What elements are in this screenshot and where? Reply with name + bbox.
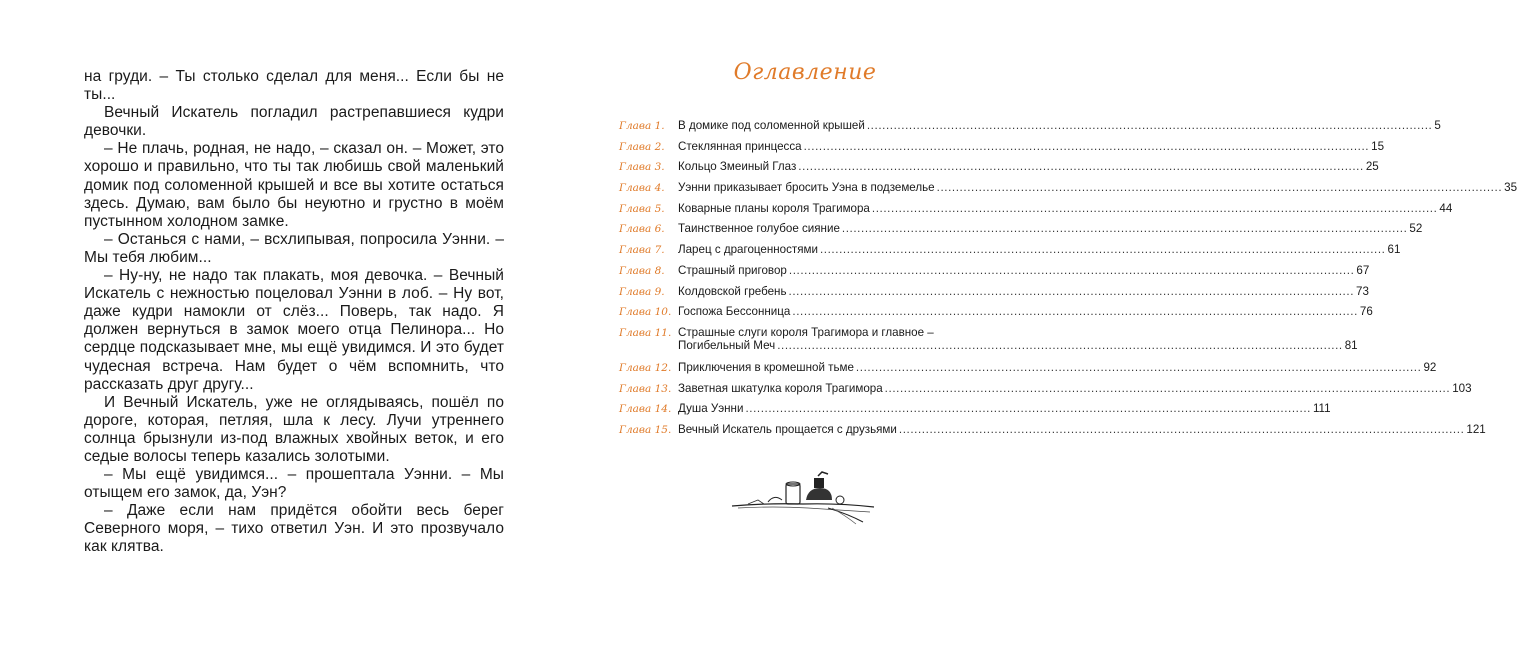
page-number: 25 [1365,160,1379,174]
toc-entry[interactable] [619,360,1437,382]
dot-leader [777,339,1343,352]
page-number: 52 [1409,222,1423,236]
body-paragraph: – Даже если нам придётся обойти весь берег Северного моря, – тихо ответил Уэн. И это прозвучало как клятва. [84,502,504,556]
chapter-title: Стеклянная принцесса [678,139,802,153]
chapter-title: Уэнни приказывает бросить Уэна в подземелье [678,181,935,195]
toc-entry[interactable] [619,325,1358,361]
dot-leader [789,264,1355,277]
body-paragraph: – Не плачь, родная, не надо, – сказал он. – Может, это хорошо и правильно, что ты так любишь свой маленький домик под соломенной крышей и все вы хотите остаться здесь. Думаю, вам было бы неуютно и грустно в моём пустынном холодном замке. [84,140,504,230]
page-number: 111 [1312,402,1331,416]
body-paragraph: – Останься с нами, – всхлипывая, попросила Уэнни. – Мы тебя любим... [84,230,504,266]
chapter-title: Приключения в кромешной тьме [678,360,854,374]
chapter-label: Глава 8. [619,264,665,277]
chapter-title: Ларец с драгоценностями [678,243,818,257]
toc-entry[interactable] [619,181,1517,202]
dot-leader [937,181,1503,194]
page-number: 81 [1344,338,1358,352]
body-paragraph: на груди. – Ты столько сделал для меня... Если бы не ты... [84,68,504,104]
chapter-label: Глава 15. [619,423,672,436]
page-number: 67 [1356,263,1370,277]
body-paragraph: – Мы ещё увидимся... – прошептала Уэнни. – Мы отыщем его замок, да, Уэн? [84,466,504,502]
page-number: 92 [1423,360,1437,374]
dot-leader [872,202,1438,215]
table-of-contents [619,119,1517,444]
body-paragraph: И Вечный Искатель, уже не оглядываясь, пошёл по дороге, которая, петляя, шла к лесу. Лучи утреннего солнца брызнули из-под влажных хвойных веток, и его седые волосы теперь казались золотыми. [84,393,504,465]
body-paragraph: – Ну-ну, не надо так плакать, моя девочка. – Вечный Искатель с нежностью поцеловал Уэнни в лоб. – Ну вот, даже кудри намокли от слёз... Поверь, так надо. Я должен вернуться в замок моего отца Пелинора... Но сердце подсказывает мне, мы ещё увидимся. И это будет чудесная встреча. Нам будет о чём вспомнить, что рассказать друг другу... [84,267,504,393]
chapter-label: Глава 11. [619,326,672,339]
chapter-title: Душа Уэнни [678,402,744,416]
dot-leader [804,140,1370,153]
toc-entry[interactable] [619,305,1373,326]
dot-leader [867,119,1433,132]
page-number: 103 [1452,381,1472,395]
toc-entry[interactable] [619,201,1453,223]
page-number: 35 [1504,181,1517,195]
chapter-title: Погибельный Меч [678,338,776,352]
page-number: 5 [1434,119,1441,132]
toc-entry[interactable] [619,284,1369,306]
chapter-title: Кольцо Змеиный Глаз [678,160,797,174]
dot-leader [856,361,1422,374]
chapter-label: Глава 13. [619,382,672,395]
body-paragraph: Вечный Искатель погладил растрепавшиеся кудри девочки. [84,104,504,140]
left-page-text [84,68,504,557]
chapter-label: Глава 12. [619,361,672,374]
chapter-label: Глава 14. [619,403,672,416]
toc-entry[interactable] [619,381,1472,403]
chapter-title: Колдовской гребень [678,284,787,298]
chapter-title: Госпожа Бессонница [678,305,791,319]
chapter-label: Глава 5. [619,202,665,215]
page-number: 121 [1466,422,1486,436]
chapter-label: Глава 7. [619,244,665,257]
page-number: 15 [1371,139,1385,153]
ornament-still-life-icon [728,470,878,526]
page-number: 76 [1359,305,1373,319]
page-number: 61 [1387,243,1401,257]
chapter-label: Глава 4. [619,182,665,195]
chapter-label: Глава 2. [619,140,665,153]
toc-entry[interactable] [619,139,1385,161]
toc-entry[interactable] [619,402,1331,423]
page-number: 73 [1356,284,1369,298]
dot-leader [885,382,1451,395]
dot-leader [789,285,1355,298]
chapter-title: Заветная шкатулка короля Трагимора [678,381,883,395]
chapter-label: Глава 9. [619,285,665,298]
chapter-title: Страшный приговор [678,263,787,277]
toc-title: Оглавление [733,60,877,85]
chapter-title: Таинственное голубое сияние [678,222,840,236]
chapter-label: Глава 6. [619,223,665,236]
toc-entry[interactable] [619,263,1370,285]
chapter-label: Глава 10. [619,306,672,319]
chapter-title: В домике под соломенной крышей [678,119,865,132]
toc-entry[interactable] [619,160,1379,181]
chapter-label: Глава 1. [619,120,665,132]
dot-leader [899,423,1465,436]
page-number: 44 [1439,201,1453,215]
toc-entry[interactable] [619,243,1401,264]
dot-leader [842,222,1408,235]
dot-leader [745,402,1311,415]
toc-entry[interactable] [619,422,1486,444]
toc-entry[interactable] [619,119,1441,140]
chapter-label: Глава 3. [619,161,665,174]
dot-leader [798,160,1364,173]
toc-entry[interactable] [619,222,1423,243]
chapter-title: Страшные слуги короля Трагимора и главное – [678,325,934,339]
dot-leader [792,305,1358,318]
chapter-title: Вечный Искатель прощается с друзьями [678,422,897,436]
chapter-title: Коварные планы короля Трагимора [678,201,870,215]
dot-leader [820,243,1386,256]
